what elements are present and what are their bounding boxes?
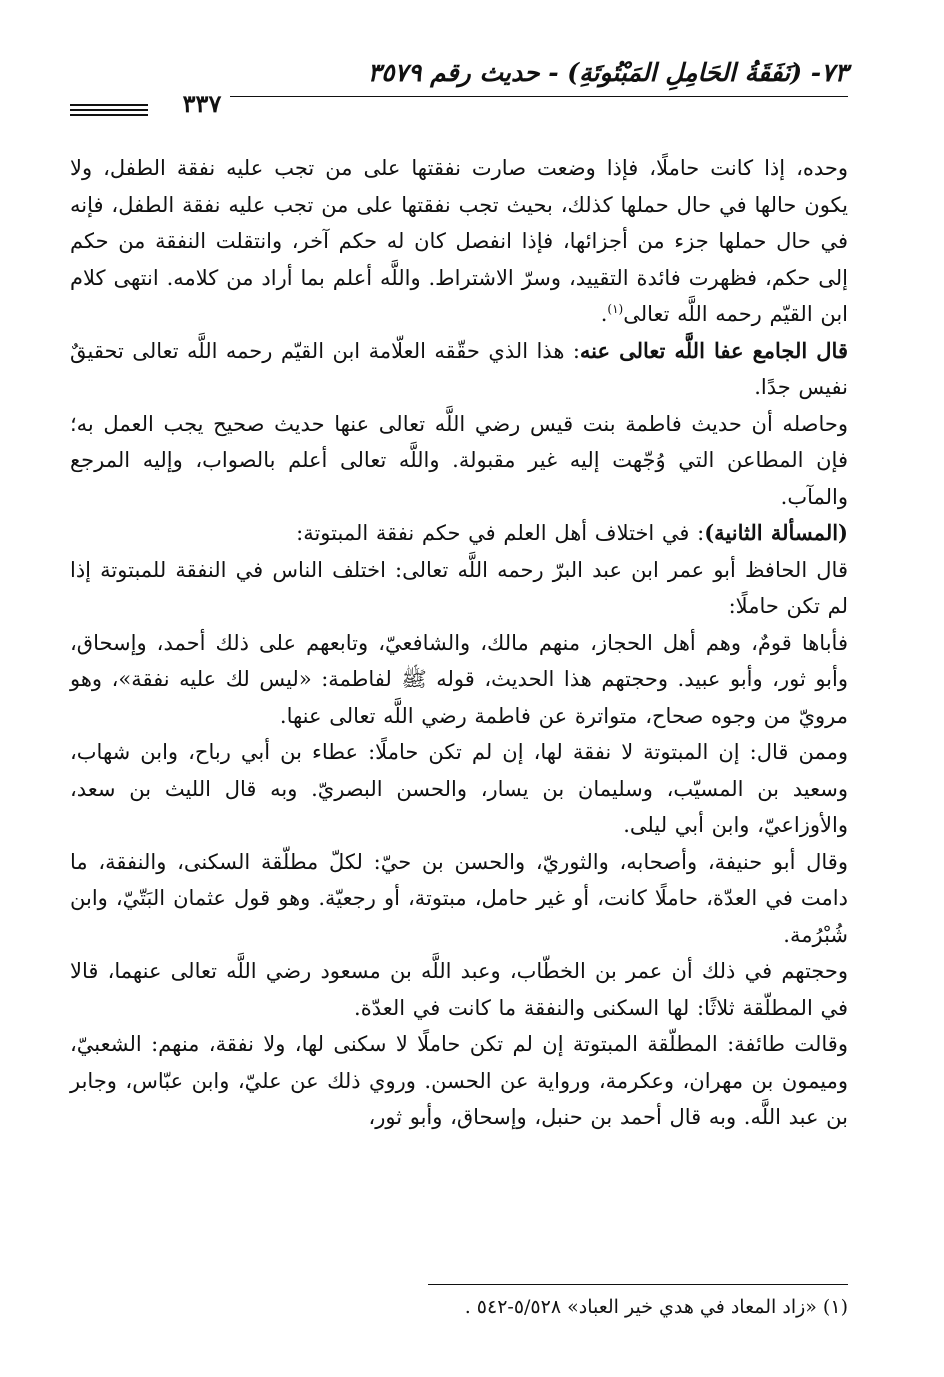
paragraph-text: وممن قال: إن المبتوتة لا نفقة لها، إن لم تكن حاملًا: عطاء بن أبي رباح، وابن شهاب، وسعيد بن المسيّب، وسليمان بن يسار، والحسن البصريّ. وبه قال الليث بن سعد، والأوزاعيّ، وابن أبي ليلى. <box>70 740 848 837</box>
paragraph-text: وقال أبو حنيفة، وأصحابه، والثوريّ، والحسن بن حيّ: لكلّ مطلّقة السكنى، والنفقة، ما دامت في العدّة، حاملًا كانت، أو غير حامل، مبتوتة، أو رجعيّة. وهو قول عثمان البَتّيّ، وابن شُبْرُمة. <box>70 849 848 947</box>
paragraph-text: قال الحافظ أبو عمر ابن عبد البرّ رحمه اللَّه تعالى: اختلف الناس في النفقة للمبتوتة إذا لم تكن حاملًا: <box>70 557 848 618</box>
footnote: (١) «زاد المعاد في هدي خير العباد» ٥/٥٢٨-٥٤٢ . <box>464 1296 848 1318</box>
paragraph-text: وحده، إذا كانت حاملًا، فإذا وضعت صارت نفقتها على من تجب عليه نفقة الطفل، ولا يكون حالها في حال حملها كذلك، بحيث تجب نفقتها على من تجب عليه نفقة الطفل، فإنه في حال حملها جزء من أجزائها، فإذا انفصل كان له حكم آخر، وانتقلت النفقة من حكم إلى حكم، فظهرت فائدة التقييد، وسرّ الاشتراط. واللَّه أعلم بما أراد من كلامه. انتهى كلام ابن القيّم رحمه اللَّه تعالى <box>70 156 848 326</box>
book-page <box>70 58 848 1358</box>
paragraph-text: : هذا الذي حقّقه العلّامة ابن القيّم رحمه اللَّه تعالى تحقيقٌ نفيس جدًا. <box>70 338 848 399</box>
title-underline <box>230 96 848 97</box>
main-text <box>70 150 848 1136</box>
page-number: ٣٣٧ <box>182 89 222 118</box>
paragraph-7 <box>70 734 848 844</box>
author-note-heading: قال الجامع عفا اللَّه تعالى عنه <box>579 337 848 363</box>
paragraph-5 <box>70 552 848 625</box>
paragraph-text: وحجتهم في ذلك أن عمر بن الخطّاب، وعبد اللَّه بن مسعود رضي اللَّه تعالى عنهما، قالا في المطلّقة ثلاثًا: لها السكنى والنفقة ما كانت في العدّة. <box>70 959 848 1020</box>
paragraph-3 <box>70 406 848 516</box>
paragraph-1 <box>70 150 848 333</box>
paragraph-9 <box>70 953 848 1026</box>
footnote-divider <box>428 1284 848 1285</box>
paragraph-text: : في اختلاف أهل العلم في حكم نفقة المبتوتة: <box>296 521 705 545</box>
running-header <box>70 58 848 124</box>
section-heading: (المسألة الثانية) <box>704 520 848 545</box>
paragraph-text: وقالت طائفة: المطلّقة المبتوتة إن لم تكن حاملًا لا سكنى لها، ولا نفقة، منهم: الشعبيّ، وميمون بن مهران، وعكرمة، ورواية عن الحسن. وروي ذلك عن عليّ، وابن عبّاس، وجابر بن عبد اللَّه. وبه قال أحمد بن حنبل، وإسحاق، وأبو ثور، <box>70 1032 848 1129</box>
footnote-reference[interactable]: (١) <box>607 302 624 316</box>
paragraph-6 <box>70 625 848 735</box>
paragraph-4 <box>70 515 848 552</box>
paragraph-8 <box>70 844 848 954</box>
paragraph-2 <box>70 333 848 406</box>
decorative-rule <box>70 104 148 119</box>
paragraph-text-end: . <box>600 302 608 326</box>
paragraph-10 <box>70 1026 848 1136</box>
paragraph-text: فأباها قومٌ، وهم أهل الحجاز، منهم مالك، والشافعيّ، وتابعهم على ذلك أحمد، وإسحاق، وأبو ثور، وأبو عبيد. وحجتهم هذا الحديث، قوله ﷺ لفاطمة: «ليس لك عليه نفقة»، وهو مرويّ من وجوه صحاح، متواترة عن فاطمة رضي اللَّه تعالى عنها. <box>70 630 848 728</box>
paragraph-text: وحاصله أن حديث فاطمة بنت قيس رضي اللَّه تعالى عنها حديث صحيح يجب العمل به؛ فإن المطاعن التي وُجّهت إليه غير مقبولة. واللَّه تعالى أعلم بالصواب، وإليه المرجع والمآب. <box>70 411 848 509</box>
running-title: ٧٣- (نَفَقَةُ الحَامِلِ المَبْتُوتَةِ) - حديث رقم ٣٥٧٩ <box>367 58 848 87</box>
